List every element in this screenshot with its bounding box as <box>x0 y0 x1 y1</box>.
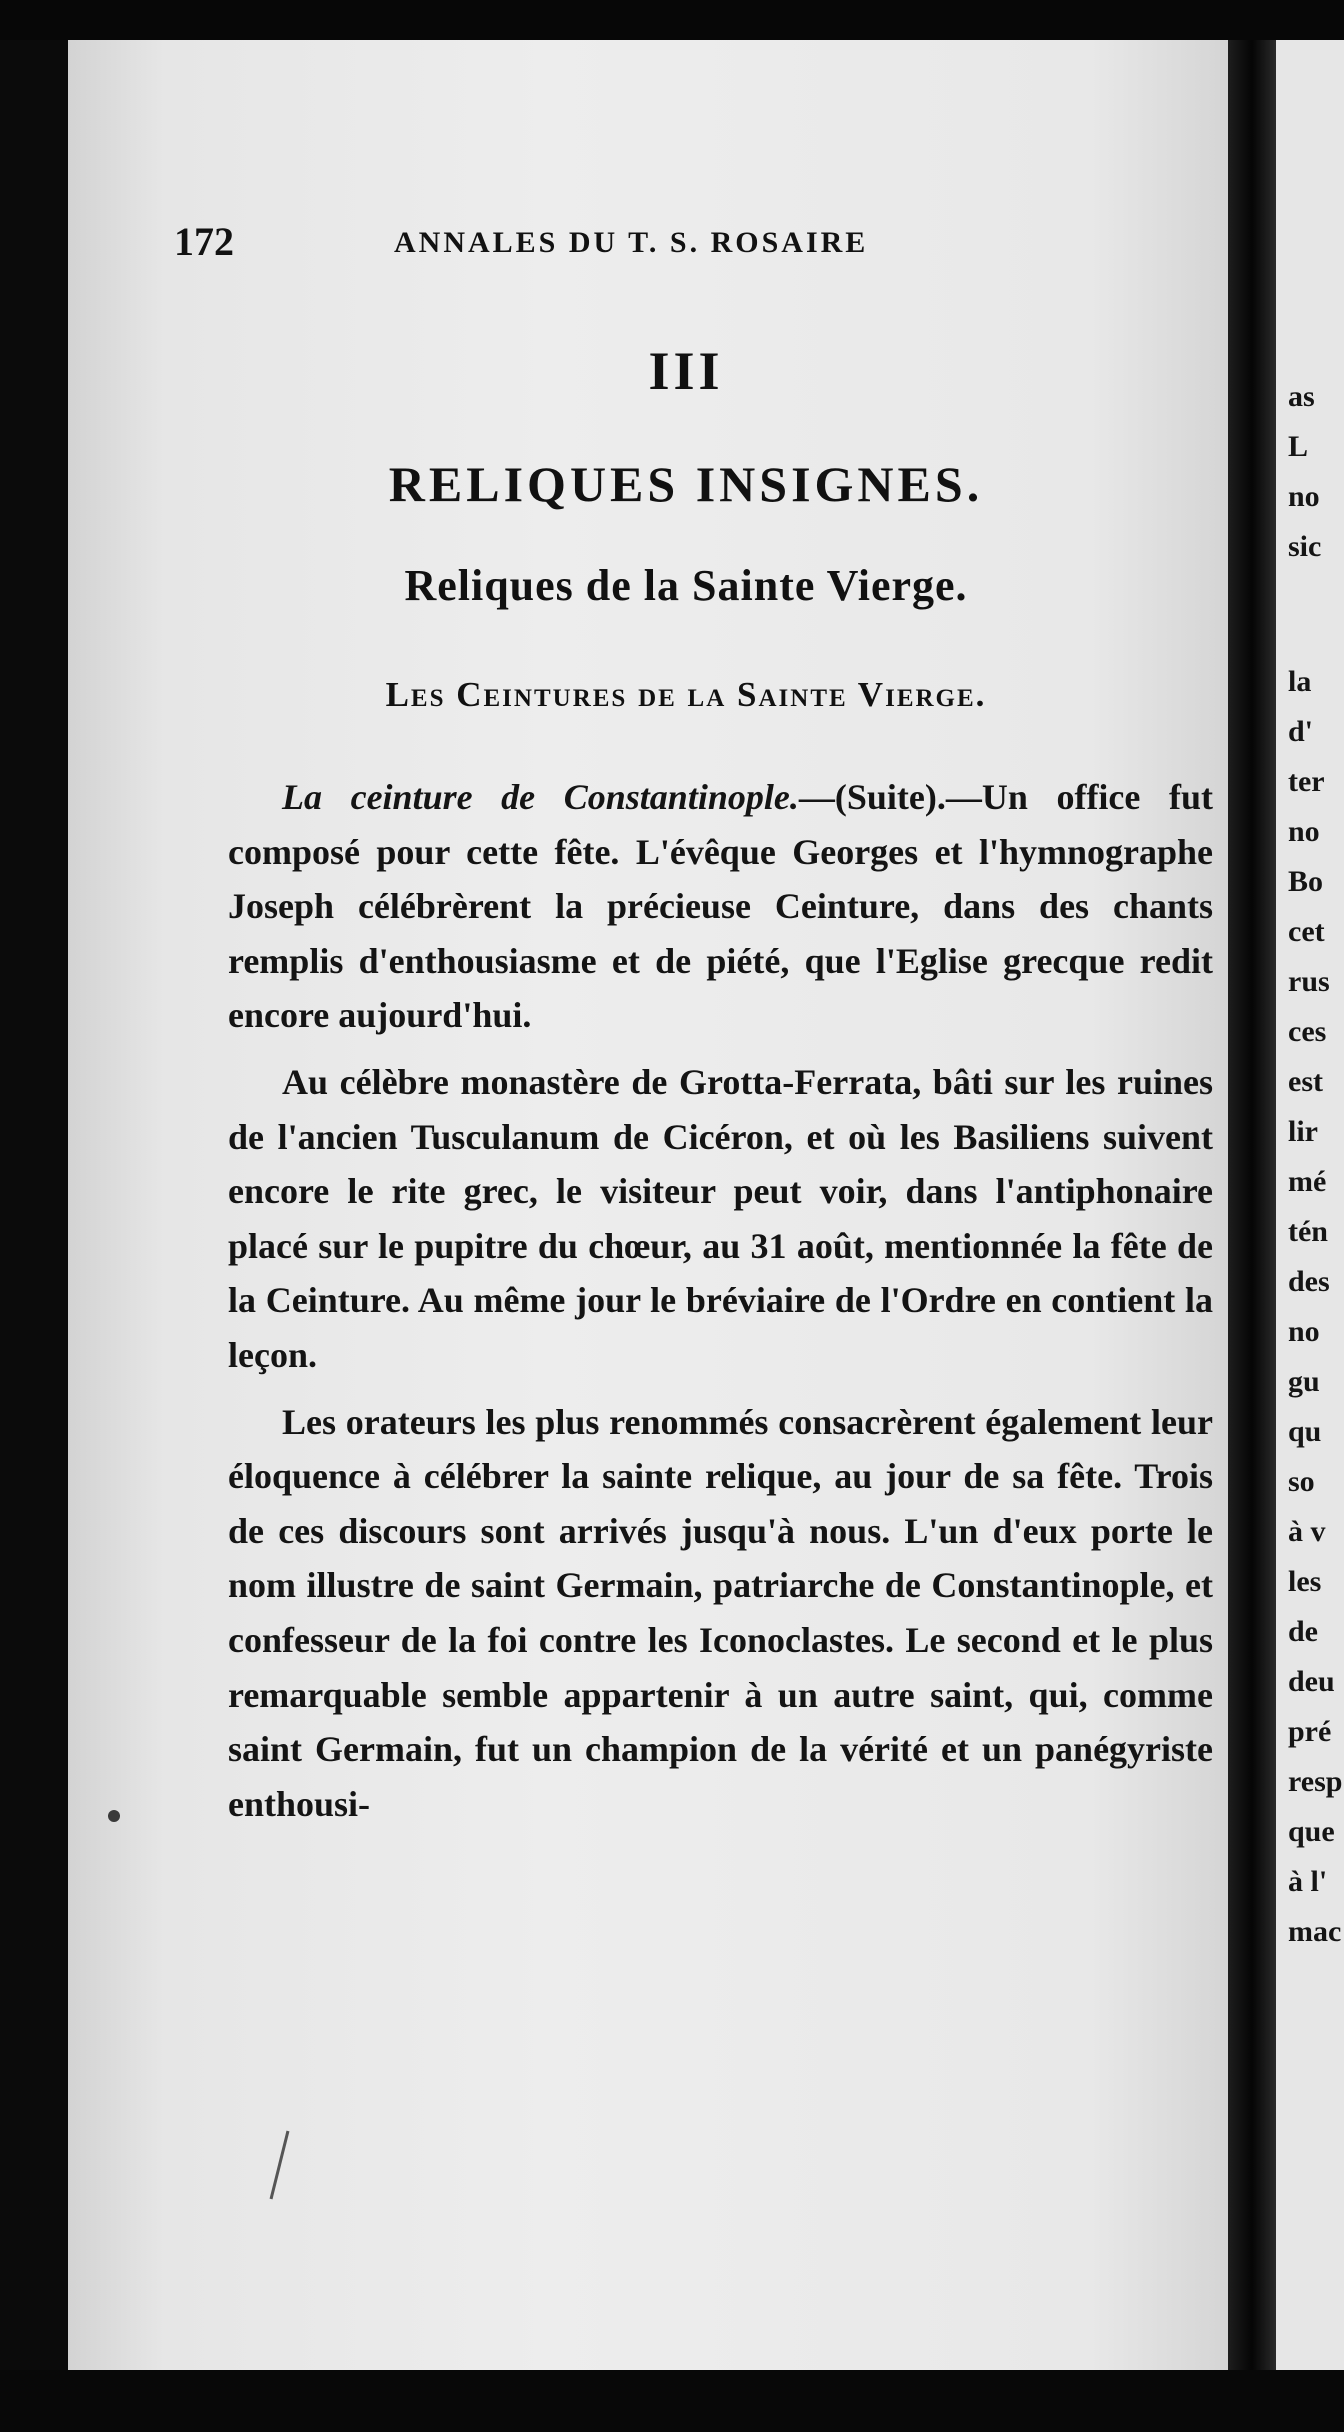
facing-page-fragment: lir <box>1288 1115 1318 1148</box>
facing-page-fragment: cet <box>1288 915 1325 948</box>
facing-page-fragment: est <box>1288 1065 1323 1098</box>
facing-page-fragment: so <box>1288 1465 1315 1498</box>
page-header <box>174 200 1174 270</box>
facing-page-fragment: no <box>1288 815 1320 848</box>
facing-page-fragment: à l' <box>1288 1865 1328 1898</box>
facing-page-fragment: rus <box>1288 965 1330 998</box>
facing-page-fragment: ces <box>1288 1015 1327 1048</box>
paragraph-lead: La ceinture de Constantinople. <box>282 777 799 817</box>
facing-page-fragment: ter <box>1288 765 1325 798</box>
facing-page-fragment: les <box>1288 1565 1322 1598</box>
facing-page-fragment: mac <box>1288 1915 1342 1948</box>
facing-page-fragment: tén <box>1288 1215 1328 1248</box>
facing-page-fragment: gu <box>1288 1365 1320 1398</box>
paper-scratch <box>270 2131 290 2200</box>
section-title: RELIQUES INSIGNES. <box>388 456 984 512</box>
page-number: 172 <box>174 219 234 264</box>
facing-page-fragment: pré <box>1288 1715 1332 1748</box>
facing-page-fragment: deu <box>1288 1665 1335 1698</box>
facing-page-fragment: no <box>1288 480 1320 513</box>
paragraph-text: —(Suite).—Un office fut composé pour cette fête. L'évêque Georges et l'hymnographe Joseph célébrèrent la précieuse Ceinture, dans des chants remplis d'enthousiasme et de piété, que l'Eglise grecque redit encore aujourd'hui. <box>228 777 1213 1036</box>
article-title: Les Ceintures de la Sainte Vierge. <box>385 675 987 714</box>
book-gutter <box>1228 40 1276 2370</box>
facing-page-fragment: sic <box>1288 530 1322 563</box>
paragraph <box>228 770 1213 1043</box>
facing-page-fragment: d' <box>1288 715 1314 748</box>
facing-page-fragment: que <box>1288 1815 1335 1848</box>
subsection-title: Reliques de la Sainte Vierge. <box>404 561 968 610</box>
paper-speck <box>108 1810 120 1822</box>
facing-page-fragment: L <box>1288 430 1309 463</box>
facing-page-fragment: de <box>1288 1615 1318 1648</box>
facing-page-fragment: as <box>1288 380 1315 413</box>
facing-page-fragment: no <box>1288 1315 1320 1348</box>
running-title: ANNALES DU T. S. ROSAIRE <box>394 226 869 259</box>
facing-page-fragment: mé <box>1288 1165 1327 1198</box>
paragraph: Les orateurs les plus renommés consacrèrent également leur éloquence à célébrer la sainte relique, au jour de sa fête. Trois de ces discours sont arrivés jusqu'à nous. L'un d'eux porte le nom illustre de saint Germain, patriarche de Constantinople, et confesseur de la foi contre les Iconoclastes. Le second et le plus remarquable semble appartenir à un autre saint, qui, comme saint Germain, fut un champion de la vérité et un panégyriste enthousi- <box>228 1401 1213 1824</box>
facing-page-edge <box>1276 40 1344 2370</box>
paragraph: Au célèbre monastère de Grotta-Ferrata, bâti sur les ruines de l'ancien Tusculanum de Cicéron, et où les Basiliens suivent encore le rite grec, le visiteur peut voir, dans l'antiphonaire placé sur le pupitre du chœur, au 31 août, mentionnée la fête de la Ceinture. Au même jour le bréviaire de l'Ordre en contient la leçon. <box>228 1061 1213 1375</box>
facing-page-fragment: la <box>1288 665 1312 698</box>
scan-border-top <box>0 0 1344 40</box>
section-number: III <box>648 341 724 401</box>
facing-page-fragment: à v <box>1288 1515 1326 1548</box>
facing-page-fragment: des <box>1288 1265 1330 1298</box>
facing-page-fragment: Bo <box>1288 865 1324 898</box>
facing-page-fragment: resp <box>1288 1765 1343 1798</box>
article-body <box>228 770 1213 1843</box>
facing-page-fragment: qu <box>1288 1415 1322 1448</box>
scan-border-bottom <box>0 2370 1344 2432</box>
